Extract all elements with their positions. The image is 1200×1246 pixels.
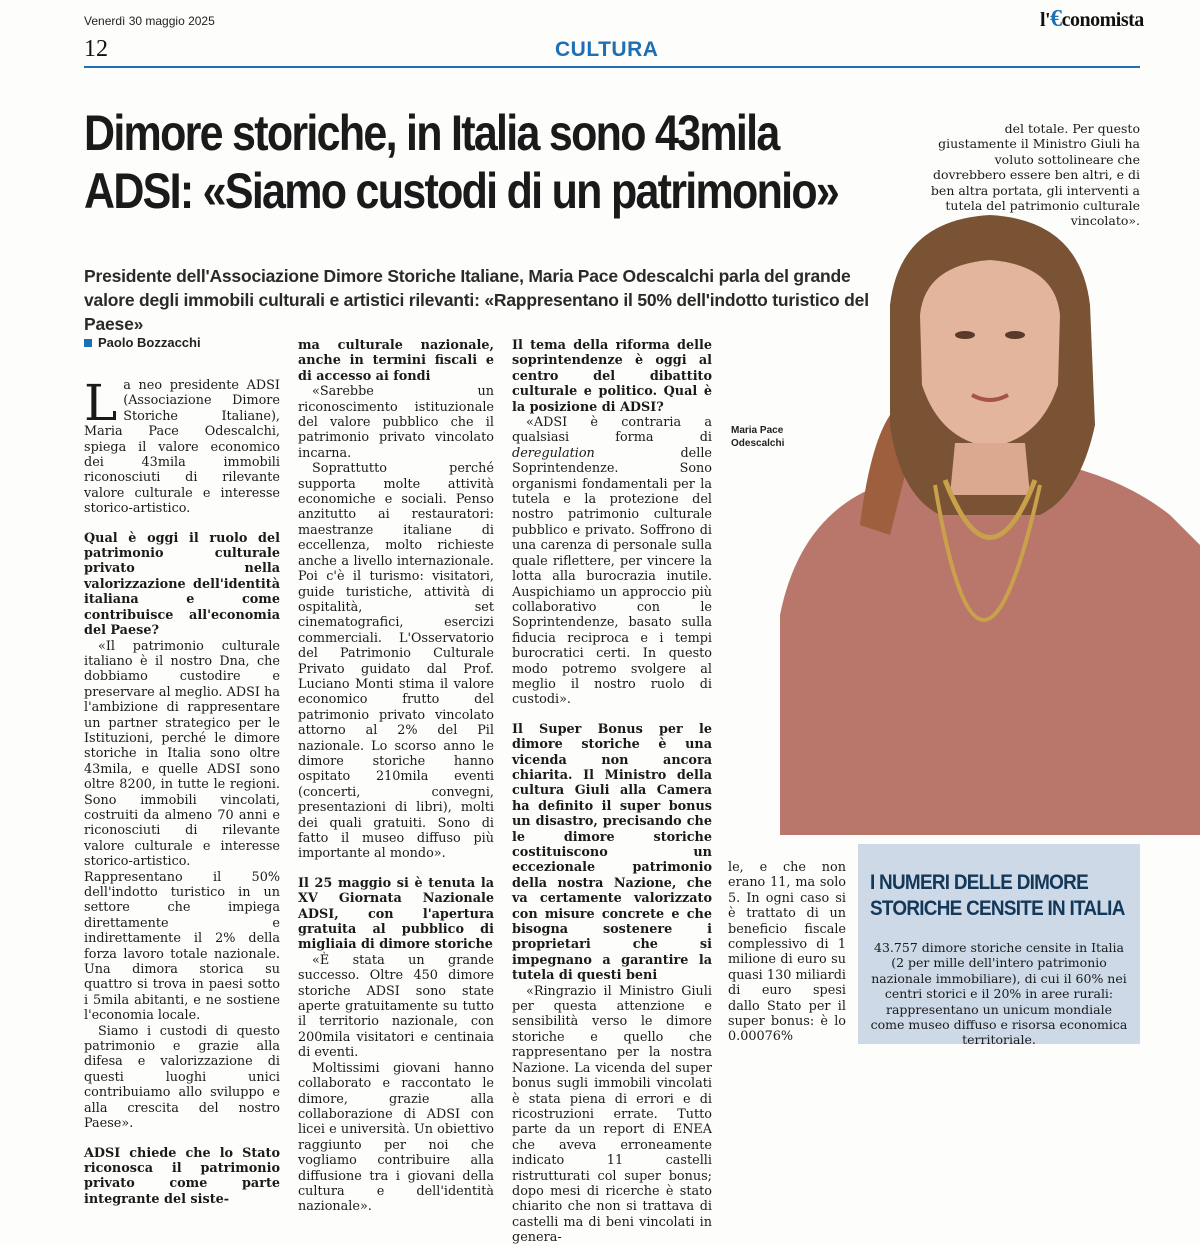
intro-paragraph: La neo presidente ADSI (Associazione Dimore Storiche Italiane), Maria Pace Odescalchi, spiega il valore economico dei 43mila immobili riconosciuti di rilevante valore culturale e interesse storico-artistico.	[84, 374, 280, 517]
issue-date: Venerdì 30 maggio 2025	[84, 14, 215, 28]
byline: Paolo Bozzacchi	[84, 335, 201, 350]
byline-marker	[84, 339, 92, 347]
paragraph: «Il patrimonio culturale italiano è il nostro Dna, che dobbiamo custodire e preservare al meglio. ADSI ha l'ambizione di rappresentare un partner strategico per le Istituzioni, perché le dimore storiche in Italia sono oltre 43mila, e quelle ADSI sono oltre 8200, in tutte le regioni. Sono immobili vincolati, costruiti da almeno 70 anni e riconosciuti di rilevante valore culturale e interesse storico-artistico. Rappresentano il 50% dell'indotto turistico in un settore che impiega direttamente e indirettamente il 2% della forza lavoro totale nazionale. Una dimora storica su quattro si trova in paesi sotto i 5mila abitanti, e ne sostiene l'economia locale.	[84, 638, 280, 1024]
question: Il 25 maggio si è tenuta la XV Giornata Nazionale ADSI, con l'apertura gratuita al pubblico di migliaia di dimore storiche	[298, 875, 494, 953]
header-rule	[84, 66, 1140, 68]
article-column-4: le, e che non erano 11, ma solo 5. In ogni caso si è trattato di un beneficio fiscale complessivo di 1 milione di euro su quasi 130 miliardi di euro spesi dallo Stato per il super bonus: è lo 0.00076%	[728, 860, 846, 1045]
newspaper-logo: l'€conomista	[1040, 6, 1144, 32]
headline-line-2: ADSI: «Siamo custodi di un patrimonio»	[84, 163, 839, 219]
paragraph: «Ringrazio il Ministro Giuli per questa attenzione e sensibilità verso le dimore storiche e quello che rappresentano per la nostra Nazione. La vicenda del super bonus sugli immobili vincolati è stata piena di errori e di ricostruzioni errate. Tutto parte da un report di ENEA che aveva erroneamente indicato 11 castelli ristrutturati col super bonus; dopo mesi di ricerche è stato chiarito che non si trattava di castelli ma di beni vincolati in genera-	[512, 983, 712, 1246]
article-column-3	[512, 338, 712, 1246]
subtitle: Presidente dell'Associazione Dimore Storiche Italiane, Maria Pace Odescalchi parla del grande valore degli immobili culturali e artistici rilevanti: «Rappresentano il 50% dell'indotto turistico del Paese»	[84, 266, 869, 334]
stats-box-title: I NUMERI DELLE DIMORE STORICHE CENSITE IN ITALIA	[870, 871, 1125, 920]
question: Qual è oggi il ruolo del patrimonio culturale privato nella valorizzazione dell'identità italiana e come contribuisce all'economia del Paese?	[84, 530, 280, 639]
paragraph: Moltissimi giovani hanno collaborato e raccontato le dimore, grazie alla collaborazione di ADSI con licei e università. Un obiettivo raggiunto per noi che vogliamo contribuire alla diffusione tra i giovani della cultura e dell'identità nazionale».	[298, 1060, 494, 1215]
section-title: CULTURA	[555, 38, 659, 61]
headline-line-1: Dimore storiche, in Italia sono 43mila	[84, 105, 779, 161]
page-number: 12	[84, 36, 108, 62]
dropcap: L	[84, 374, 118, 432]
article-column-2	[298, 338, 494, 1215]
question: ADSI chiede che lo Stato riconosca il patrimonio privato come parte integrante del siste-	[84, 1145, 280, 1207]
question: ma culturale nazionale, anche in termini fiscali e di accesso ai fondi	[298, 338, 494, 384]
question: Il Super Bonus per le dimore storiche è una vicenda non ancora chiarita. Il Ministro della cultura Giuli alla Camera ha definito il super bonus un disastro, precisando che le dimore storiche costituiscono un eccezionale patrimonio della nostra Nazione, che va certamente valorizzato con misure concrete e che bisogna sostenere i proprietari che si impegnano a garantire la tutela di questi beni	[512, 721, 712, 984]
paragraph: Siamo i custodi di questo patrimonio e grazie alla difesa e valorizzazione di questi luoghi unici contribuiamo allo sviluppo e alla crescita del nostro Paese».	[84, 1023, 280, 1132]
stats-box	[858, 844, 1140, 1048]
article-column-1	[84, 374, 280, 1207]
paragraph: «È stata un grande successo. Oltre 450 dimore storiche ADSI sono state aperte gratuitamente su tutto il territorio nazionale, con 200mila visitatori e centinaia di eventi.	[298, 952, 494, 1061]
continuation-text: del totale. Per questo giustamente il Ministro Giuli ha voluto sottolineare che dovrebbero essere ben altri, e di ben altra portata, gli interventi a tutela del patrimonio culturale vincolato».	[930, 121, 1140, 229]
question: Il tema della riforma delle soprintendenze è oggi al centro del dibattito culturale e politico. Qual è la posizione di ADSI?	[512, 338, 712, 415]
headline	[84, 104, 839, 220]
paragraph: «ADSI è contraria a qualsiasi forma di deregulation delle Soprintendenze. Sono organismi fondamentali per la tutela e la protezione del nostro patrimonio culturale pubblico e privato. Soffrono di una carenza di personale sulla quale riflettere, per vincere la lotta alla burocrazia inutile. Auspichiamo un approccio più collaborativo con le Soprintendenze, basato sulla fiducia reciproca e i tempi burocratici certi. In questo modo potremo svolgere al meglio il nostro ruolo di custodi».	[512, 415, 712, 708]
stats-box-text: 43.757 dimore storiche censite in Italia (2 per mille dell'intero patrimonio nazionale immobiliare), di cui il 60% nei centri storici e il 20% in aree rurali: rappresentano un unicum mondiale come museo diffuso e risorsa economica territoriale.	[870, 940, 1128, 1048]
photo-caption: Maria Pace Odescalchi	[731, 425, 785, 449]
paragraph: Soprattutto perché supporta molte attività economiche e sociali. Penso anzitutto ai restauratori: maestranze italiane di eccellenza, molto richieste anche a livello internazionale. Poi c'è il turismo: visitatori, guide turistiche, attività di ospitalità, set cinematografici, esercizi commerciali. L'Osservatorio del Patrimonio Culturale Privato guidato dal Prof. Luciano Monti stima il valore economico frutto del patrimonio privato vincolato attorno al 2% del Pil nazionale. Lo scorso anno le dimore storiche hanno ospitato 210mila eventi (concerti, convegni, presentazioni di libri), molti dei quali gratuiti. Sono di fatto il museo diffuso più importante al mondo».	[298, 461, 494, 862]
paragraph: «Sarebbe un riconoscimento istituzionale del valore pubblico che il patrimonio privato vincolato incarna.	[298, 384, 494, 461]
